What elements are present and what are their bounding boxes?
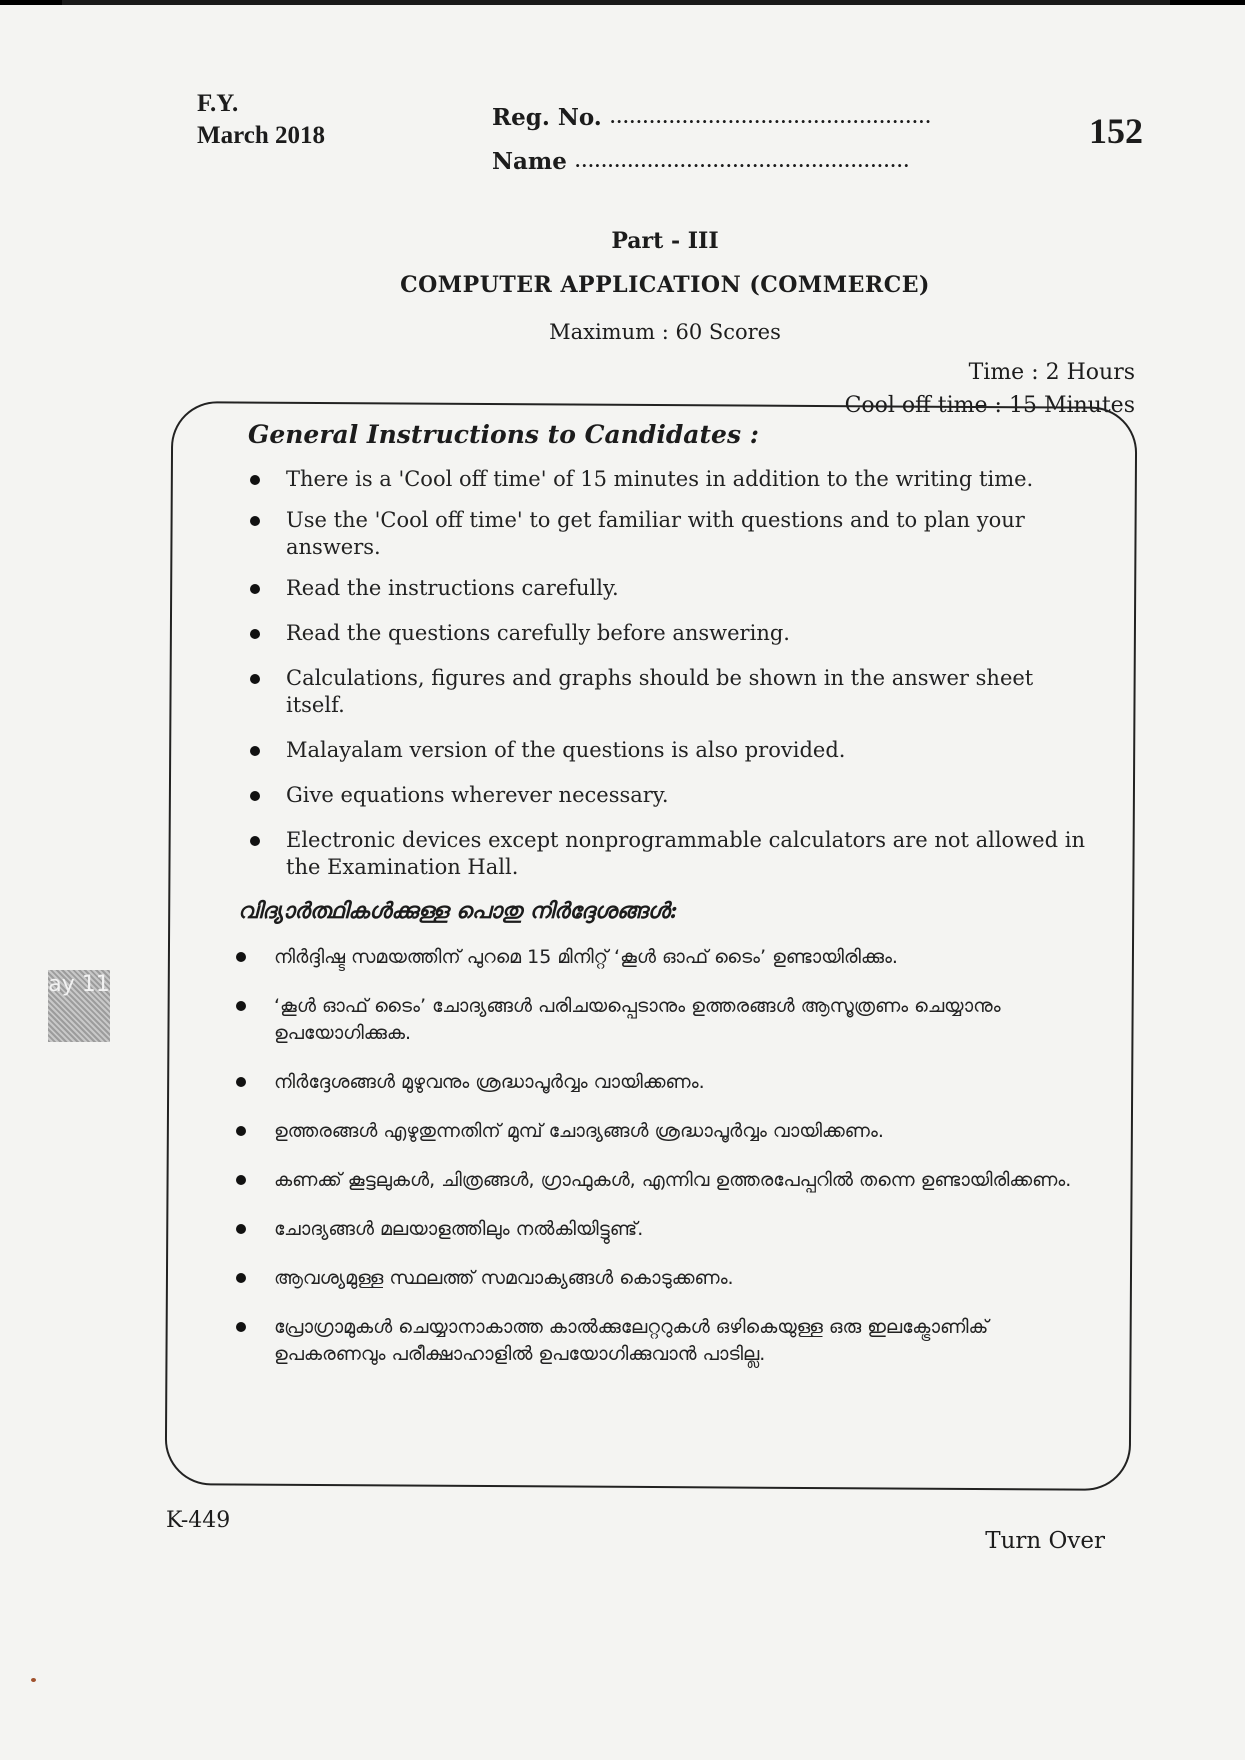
instruction-item: Read the instructions carefully. (248, 575, 1098, 602)
scan-edge-left (0, 0, 62, 5)
reg-no-label: Reg. No. (492, 104, 602, 131)
instruction-ml-item: പ്രോഗ്രാമുകൾ ചെയ്യാനാകാത്ത കാൽക്കുലേറ്ററുകൾ ഒഴികെയുള്ള ഒരു ഇലക്ട്രോണിക് ഉപകരണവും പരീക്ഷാഹാളിൽ ഉപയോഗിക്കുവാൻ പാടില്ല. (236, 1314, 1086, 1368)
side-stamp: ay 11 (48, 970, 110, 1042)
scan-edge-right (1170, 0, 1245, 5)
name-blank: ................................................... (574, 152, 911, 171)
instruction-ml-item: നിർദ്ദിഷ്ട സമയത്തിന് പുറമെ 15 മിനിറ്റ് ‘കൂൾ ഓഫ് ടൈം’ ഉണ്ടായിരിക്കും. (236, 944, 1086, 971)
part-label: Part - III (611, 228, 719, 254)
instruction-ml-item: ചോദ്യങ്ങൾ മലയാളത്തിലും നൽകിയിട്ടുണ്ട്. (236, 1216, 1086, 1243)
maximum-score: Maximum : 60 Scores (549, 320, 781, 344)
exam-month-label: March 2018 (197, 122, 325, 149)
instruction-ml-item: കണക്ക് കൂട്ടലുകൾ, ചിത്രങ്ങൾ, ഗ്രാഫുകൾ, എന്നിവ ഉത്തരപേപ്പറിൽ തന്നെ ഉണ്ടായിരിക്കണം. (236, 1167, 1086, 1194)
reg-no-field (492, 96, 932, 140)
time-label: Time : 2 Hours (968, 360, 1135, 385)
instructions-heading: General Instructions to Candidates : (248, 420, 759, 449)
instruction-item: Calculations, figures and graphs should be shown in the answer sheet itself. (248, 665, 1098, 719)
cool-off-label: Cool off time : 15 Minutes (844, 393, 1135, 418)
exam-code-block (197, 88, 325, 152)
exam-year-label: F.Y. (197, 90, 239, 117)
name-field (492, 140, 932, 184)
reg-no-blank: ................................................. (609, 108, 932, 127)
instructions-ml-heading: വിദ്യാർത്ഥികൾക്കുള്ള പൊതു നിർദ്ദേശങ്ങൾ: (238, 898, 678, 924)
instruction-item: Give equations wherever necessary. (248, 782, 1098, 809)
scan-edge (0, 0, 1245, 5)
paper-number: 152 (1089, 111, 1143, 151)
ink-speck (31, 1678, 36, 1682)
instruction-ml-item: നിർദ്ദേശങ്ങൾ മുഴുവനും ശ്രദ്ധാപൂർവ്വം വായിക്കണം. (236, 1069, 1086, 1096)
instruction-ml-item: ഉത്തരങ്ങൾ എഴുതുന്നതിന് മുമ്പ് ചോദ്യങ്ങൾ ശ്രദ്ധാപൂർവ്വം വായിക്കണം. (236, 1118, 1086, 1145)
instruction-item: Electronic devices except nonprogrammable calculators are not allowed in the Examination Hall. (248, 827, 1098, 881)
footer-code: K-449 (166, 1508, 231, 1533)
name-label: Name (492, 148, 567, 175)
turn-over-label: Turn Over (985, 1528, 1105, 1554)
instruction-item: Read the questions carefully before answering. (248, 620, 1098, 647)
candidate-fields (492, 96, 932, 184)
instruction-ml-item: ആവശ്യമുള്ള സ്ഥലത്ത് സമവാക്യങ്ങൾ കൊടുക്കണം. (236, 1265, 1086, 1292)
instruction-ml-item: ‘കൂൾ ഓഫ് ടൈം’ ചോദ്യങ്ങൾ പരിചയപ്പെടാനും ഉത്തരങ്ങൾ ആസൂത്രണം ചെയ്യാനും ഉപയോഗിക്കുക. (236, 993, 1086, 1047)
instruction-item: Use the 'Cool off time' to get familiar with questions and to plan your answers. (248, 507, 1098, 561)
subject-title: COMPUTER APPLICATION (COMMERCE) (400, 272, 930, 298)
instruction-item: Malayalam version of the questions is also provided. (248, 737, 1098, 764)
instruction-item: There is a 'Cool off time' of 15 minutes in addition to the writing time. (248, 466, 1098, 493)
instructions-ml-list (236, 944, 1086, 1368)
instructions-en-list (248, 466, 1098, 881)
